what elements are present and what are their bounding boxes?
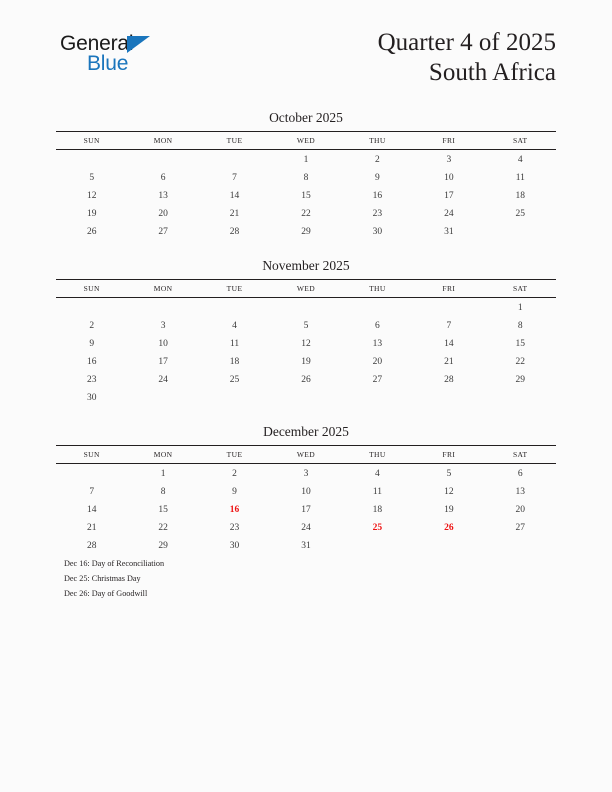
day-cell[interactable]: 1: [303, 154, 309, 165]
day-cell[interactable]: 26: [301, 374, 311, 385]
day-cell[interactable]: 20: [372, 356, 383, 367]
week-row: [56, 222, 556, 240]
day-cell[interactable]: 30: [372, 226, 383, 237]
month-title: November 2025: [262, 258, 350, 273]
day-cell[interactable]: 19: [86, 208, 97, 219]
legend-item: Dec 25: Christmas Day: [64, 574, 141, 583]
day-cell[interactable]: 2: [89, 320, 95, 331]
day-cell[interactable]: 6: [517, 468, 523, 479]
day-cell-empty: [485, 222, 556, 240]
weekday-header-sun: SUN: [56, 132, 127, 150]
day-cell[interactable]: 23: [372, 208, 383, 219]
day-cell[interactable]: 15: [515, 338, 526, 349]
weekday-header-thu: THU: [342, 446, 413, 464]
day-cell[interactable]: 4: [517, 154, 523, 165]
day-cell[interactable]: 18: [515, 190, 526, 201]
day-cell[interactable]: 3: [446, 154, 452, 165]
month-block: [56, 422, 556, 554]
month-table: [56, 279, 556, 406]
day-cell[interactable]: 28: [86, 540, 97, 551]
day-cell-empty: [56, 464, 127, 483]
day-cell-empty: [485, 388, 556, 406]
day-cell-empty: [127, 388, 198, 406]
day-cell[interactable]: 21: [229, 208, 240, 219]
month-title: October 2025: [269, 110, 343, 125]
day-cell[interactable]: 10: [158, 338, 168, 349]
weekday-header-sun: SUN: [56, 446, 127, 464]
day-cell[interactable]: 16: [86, 356, 97, 367]
day-cell[interactable]: 12: [301, 338, 311, 349]
day-cell[interactable]: 29: [515, 374, 526, 385]
day-cell[interactable]: 9: [375, 172, 380, 183]
day-cell-empty: [342, 536, 413, 554]
day-cell[interactable]: 19: [301, 356, 311, 367]
day-cell[interactable]: 27: [158, 226, 168, 237]
day-cell[interactable]: 9: [232, 486, 237, 497]
day-cell[interactable]: 8: [517, 320, 523, 331]
day-cell[interactable]: 7: [232, 172, 237, 183]
day-cell[interactable]: 15: [301, 190, 311, 201]
day-cell[interactable]: 5: [89, 172, 95, 183]
day-cell[interactable]: 28: [444, 374, 454, 385]
weekday-header-thu: THU: [342, 280, 413, 298]
week-row: [56, 334, 556, 352]
month-table: [56, 445, 556, 554]
weekday-header-fri: FRI: [413, 446, 484, 464]
month-table: [56, 131, 556, 240]
page-header: [0, 0, 612, 86]
day-cell[interactable]: 7: [89, 486, 95, 497]
day-cell[interactable]: 5: [446, 468, 452, 479]
weekday-header-row: [56, 280, 556, 298]
day-cell[interactable]: 5: [303, 320, 309, 331]
weekday-header-row: [56, 132, 556, 150]
weekday-header-mon: MON: [127, 446, 198, 464]
weekday-header-tue: TUE: [199, 446, 270, 464]
day-cell[interactable]: 23: [229, 522, 240, 533]
day-cell[interactable]: 21: [86, 522, 97, 533]
weekday-header-sat: SAT: [485, 446, 556, 464]
day-cell[interactable]: 3: [303, 468, 309, 479]
weekday-header-thu: THU: [342, 132, 413, 150]
logo-triangle-icon: [127, 36, 150, 53]
holiday-legend: [64, 556, 164, 601]
day-cell-holiday[interactable]: 25: [372, 522, 383, 533]
day-cell-empty: [199, 150, 270, 169]
day-cell[interactable]: 28: [229, 226, 240, 237]
day-cell[interactable]: 30: [229, 540, 240, 551]
day-cell[interactable]: 31: [301, 540, 311, 551]
day-cell[interactable]: 23: [86, 374, 97, 385]
weekday-header-sat: SAT: [485, 132, 556, 150]
weekday-header-sun: SUN: [56, 280, 127, 298]
weekday-header-fri: FRI: [413, 132, 484, 150]
day-cell[interactable]: 22: [158, 522, 168, 533]
week-row: [56, 388, 556, 406]
day-cell[interactable]: 8: [303, 172, 309, 183]
day-cell[interactable]: 12: [86, 190, 97, 201]
week-row: [56, 518, 556, 536]
month-block: [56, 108, 556, 240]
day-cell-empty: [270, 388, 341, 406]
month-title: December 2025: [263, 424, 349, 439]
weekday-header-row: [56, 446, 556, 464]
day-cell[interactable]: 26: [86, 226, 97, 237]
day-cell[interactable]: 31: [444, 226, 454, 237]
day-cell-empty: [56, 150, 127, 169]
weekday-header-tue: TUE: [199, 280, 270, 298]
week-row: [56, 464, 556, 483]
day-cell[interactable]: 10: [444, 172, 454, 183]
day-cell-empty: [413, 388, 484, 406]
day-cell[interactable]: 14: [229, 190, 240, 201]
day-cell[interactable]: 13: [158, 190, 168, 201]
day-cell[interactable]: 14: [444, 338, 454, 349]
day-cell[interactable]: 19: [444, 504, 454, 515]
day-cell[interactable]: 17: [158, 356, 168, 367]
day-cell-empty: [127, 150, 198, 169]
day-cell[interactable]: 11: [372, 486, 382, 497]
week-row: [56, 482, 556, 500]
general-blue-logo: [60, 32, 180, 80]
week-row: [56, 352, 556, 370]
weekday-header-mon: MON: [127, 280, 198, 298]
day-cell[interactable]: 25: [515, 208, 526, 219]
day-cell[interactable]: 27: [515, 522, 526, 533]
weekday-header-sat: SAT: [485, 280, 556, 298]
logo-text-general: General: [60, 32, 134, 55]
day-cell[interactable]: 20: [158, 208, 168, 219]
week-row: [56, 316, 556, 334]
day-cell[interactable]: 6: [375, 320, 380, 331]
page-title: [378, 28, 556, 88]
week-row: [56, 536, 556, 554]
week-row: [56, 370, 556, 388]
week-row: [56, 298, 556, 317]
day-cell[interactable]: 24: [444, 208, 454, 219]
day-cell[interactable]: 21: [444, 356, 454, 367]
quarter-calendar: [56, 108, 556, 570]
day-cell[interactable]: 7: [446, 320, 452, 331]
day-cell[interactable]: 15: [158, 504, 168, 515]
day-cell[interactable]: 3: [160, 320, 166, 331]
day-cell[interactable]: 1: [160, 468, 166, 479]
day-cell[interactable]: 17: [444, 190, 454, 201]
day-cell[interactable]: 27: [372, 374, 383, 385]
day-cell[interactable]: 11: [229, 338, 240, 349]
day-cell[interactable]: 24: [158, 374, 168, 385]
day-cell[interactable]: 29: [301, 226, 311, 237]
day-cell-empty: [342, 388, 413, 406]
week-row: [56, 186, 556, 204]
day-cell[interactable]: 18: [229, 356, 240, 367]
day-cell[interactable]: 22: [515, 356, 526, 367]
week-row: [56, 150, 556, 169]
day-cell[interactable]: 11: [515, 172, 525, 183]
day-cell[interactable]: 25: [229, 374, 240, 385]
day-cell[interactable]: 24: [301, 522, 311, 533]
day-cell[interactable]: 16: [372, 190, 383, 201]
day-cell-empty: [199, 298, 270, 317]
weekday-header-mon: MON: [127, 132, 198, 150]
weekday-header-wed: WED: [270, 132, 341, 150]
day-cell[interactable]: 2: [375, 154, 380, 165]
day-cell[interactable]: 29: [158, 540, 168, 551]
day-cell-holiday[interactable]: 26: [444, 522, 454, 533]
day-cell-empty: [342, 298, 413, 317]
day-cell[interactable]: 20: [515, 504, 526, 515]
day-cell[interactable]: 6: [160, 172, 166, 183]
legend-item: Dec 16: Day of Reconciliation: [64, 559, 165, 568]
month-block: [56, 256, 556, 406]
day-cell-empty: [270, 298, 341, 317]
title-country: South Africa: [428, 59, 556, 86]
day-cell[interactable]: 18: [372, 504, 383, 515]
day-cell-empty: [485, 536, 556, 554]
day-cell[interactable]: 1: [517, 302, 523, 313]
day-cell-empty: [127, 298, 198, 317]
weekday-header-wed: WED: [270, 446, 341, 464]
day-cell[interactable]: 13: [372, 338, 383, 349]
day-cell[interactable]: 13: [515, 486, 526, 497]
day-cell-empty: [413, 536, 484, 554]
weekday-header-fri: FRI: [413, 280, 484, 298]
day-cell[interactable]: 4: [375, 468, 380, 479]
title-quarter: Quarter 4 of 2025: [377, 29, 556, 56]
day-cell[interactable]: 12: [444, 486, 454, 497]
day-cell[interactable]: 17: [301, 504, 311, 515]
day-cell[interactable]: 9: [89, 338, 95, 349]
day-cell-holiday[interactable]: 16: [229, 504, 240, 515]
day-cell[interactable]: 30: [86, 392, 97, 403]
day-cell[interactable]: 14: [86, 504, 97, 515]
weekday-header-tue: TUE: [199, 132, 270, 150]
day-cell-empty: [199, 388, 270, 406]
legend-item: Dec 26: Day of Goodwill: [64, 589, 148, 598]
day-cell[interactable]: 2: [232, 468, 237, 479]
week-row: [56, 168, 556, 186]
weekday-header-wed: WED: [270, 280, 341, 298]
week-row: [56, 204, 556, 222]
day-cell[interactable]: 22: [301, 208, 311, 219]
week-row: [56, 500, 556, 518]
logo-text-blue: Blue: [87, 52, 129, 75]
day-cell-empty: [413, 298, 484, 317]
day-cell[interactable]: 4: [232, 320, 237, 331]
day-cell-empty: [56, 298, 127, 317]
day-cell[interactable]: 10: [301, 486, 311, 497]
day-cell[interactable]: 8: [160, 486, 166, 497]
